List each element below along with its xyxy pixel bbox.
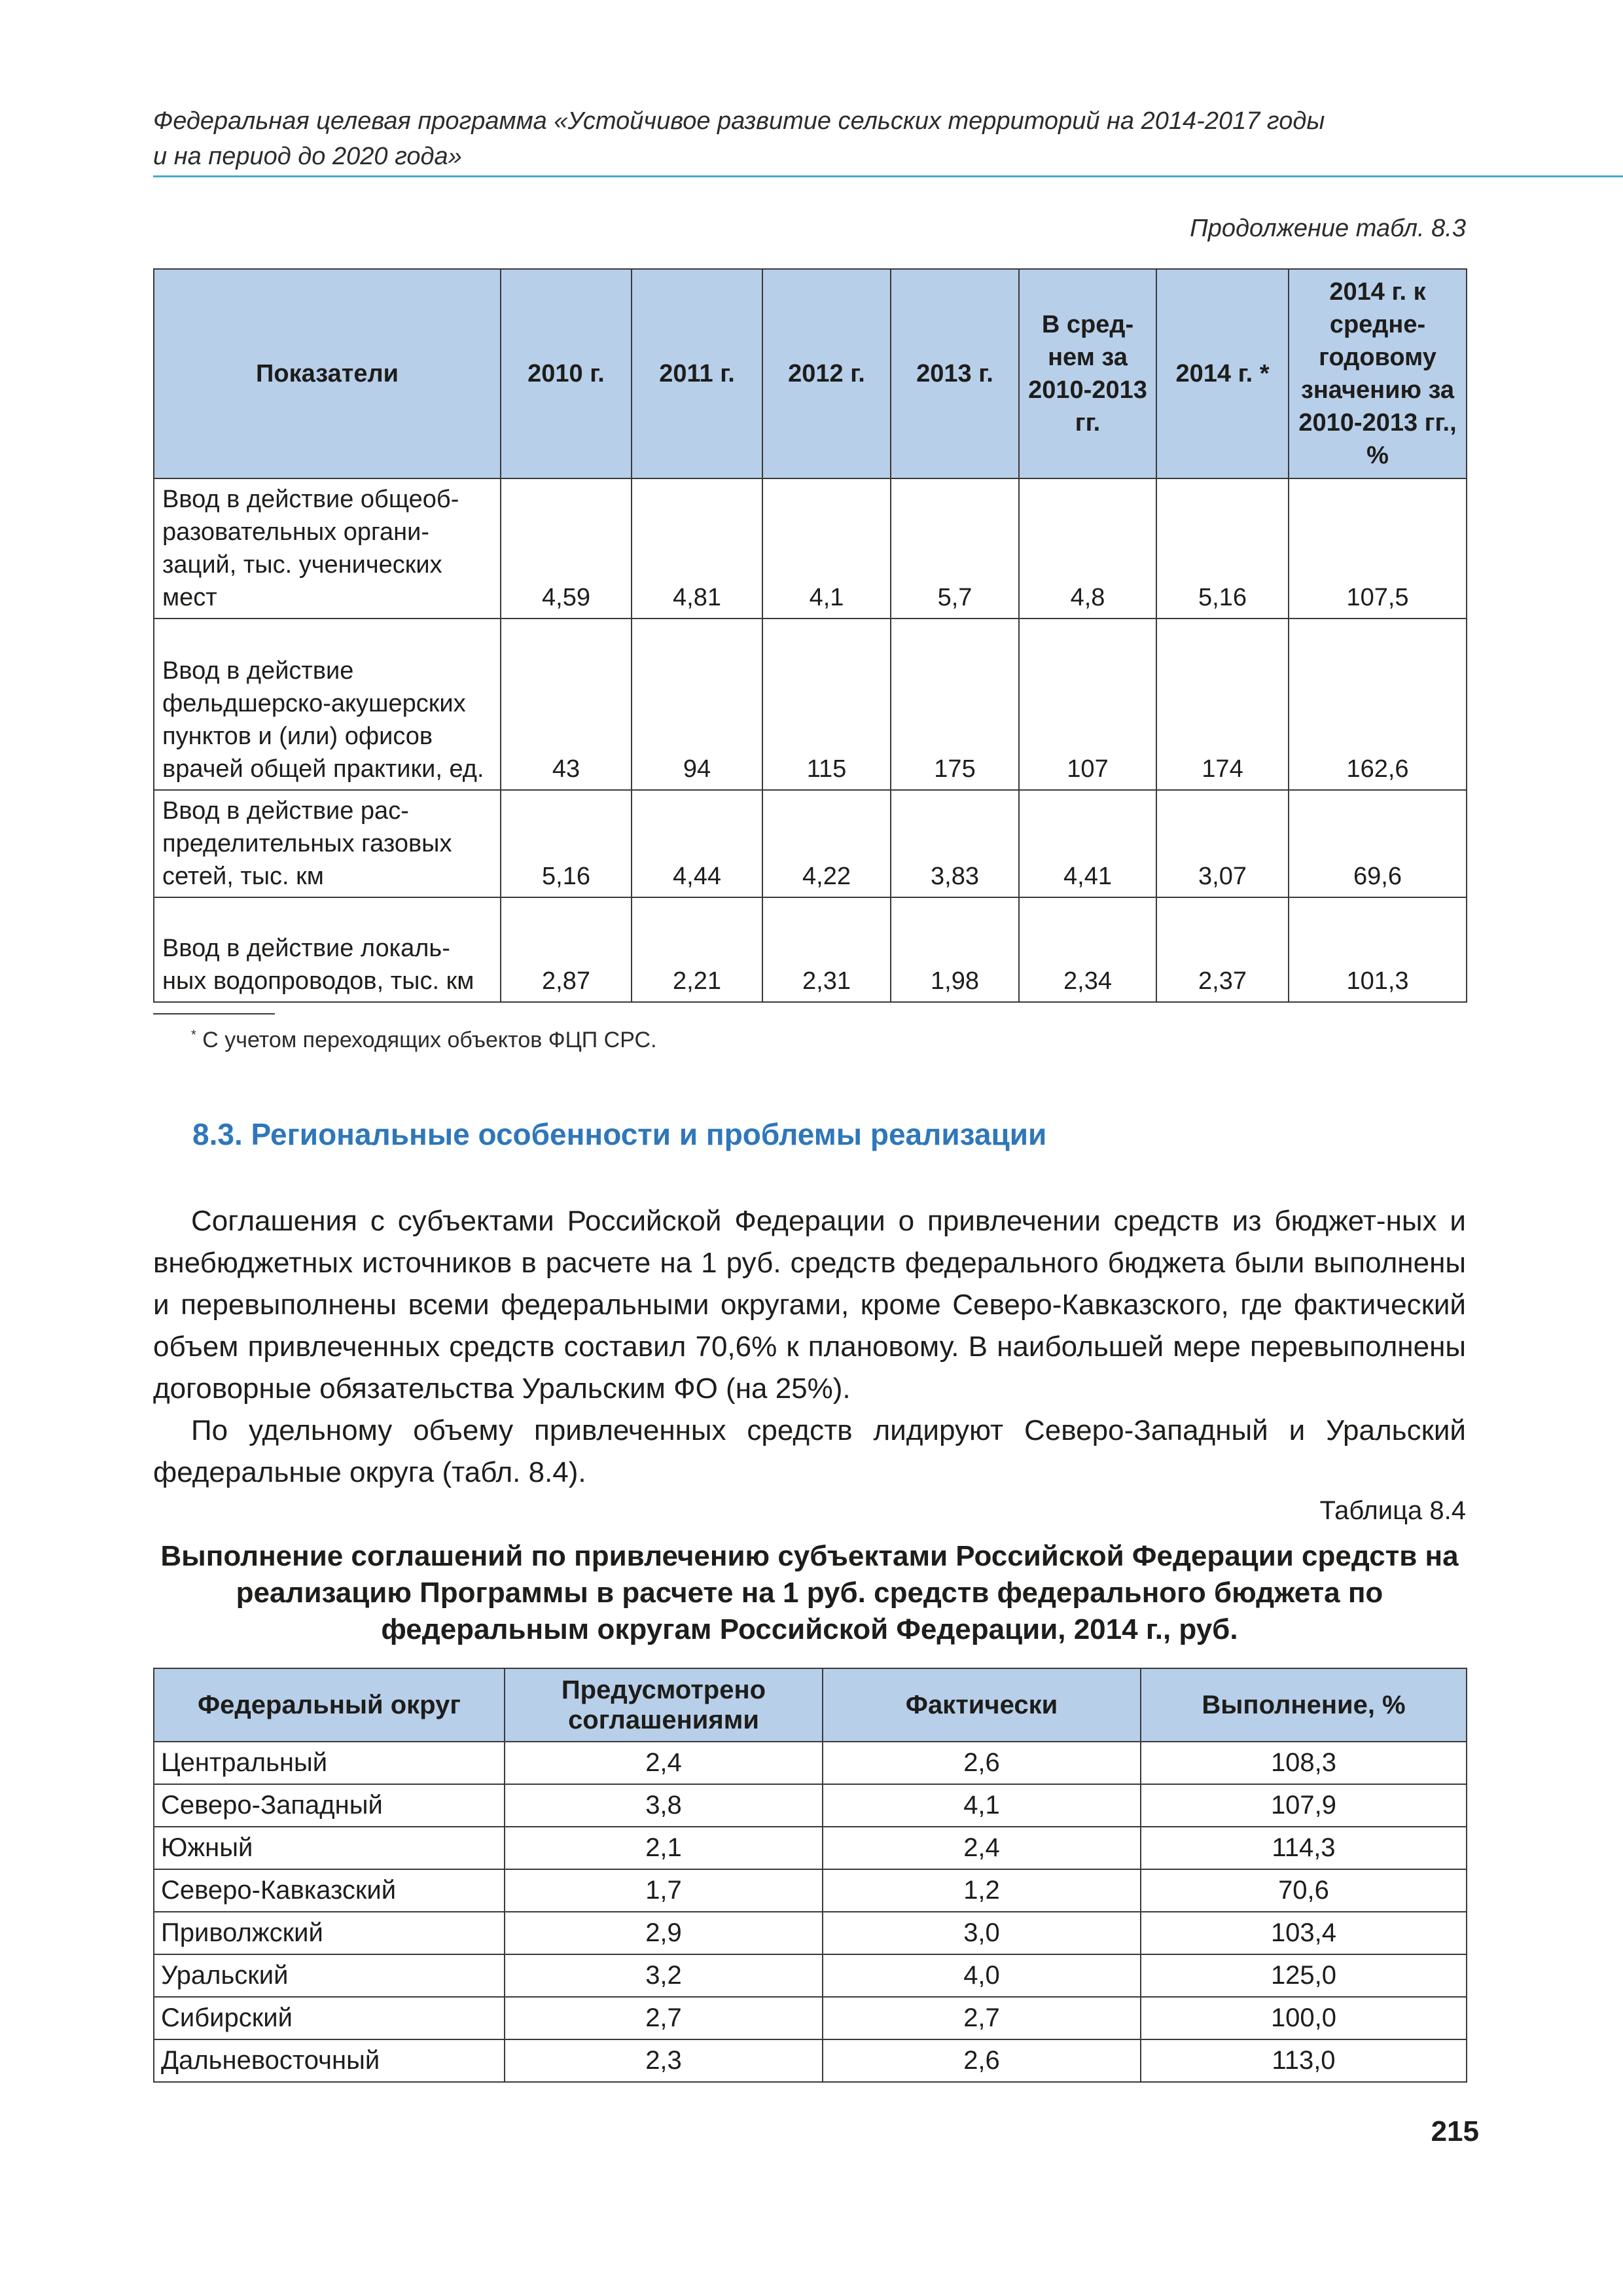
table-cell: 5,16: [1156, 478, 1289, 619]
table-row: [154, 1997, 1467, 2039]
table-cell: 4,41: [1019, 790, 1156, 897]
table-cell: 3,0: [823, 1912, 1141, 1954]
table-cell: 4,1: [762, 478, 891, 619]
row-label: Ввод в действие общеоб-разовательных органи-заций, тыс. ученических мест: [154, 478, 501, 619]
table-cell: 4,59: [501, 478, 632, 619]
table-cell: 69,6: [1289, 790, 1467, 897]
table-cell: 103,4: [1141, 1912, 1467, 1954]
table-cell: 174: [1156, 619, 1289, 790]
table-cell: 2,34: [1019, 897, 1156, 1002]
table-cell: 1,2: [823, 1869, 1141, 1912]
running-header-line-2: и на период до 2020 года»: [153, 143, 462, 170]
table-cell: 3,07: [1156, 790, 1289, 897]
table-cell: 2,4: [823, 1827, 1141, 1869]
footnote: [191, 1028, 657, 1053]
table-cell: 2,6: [823, 2039, 1141, 2082]
table-cell: 107: [1019, 619, 1156, 790]
table-header-row: [154, 269, 1467, 478]
table-continuation-label: Продолжение табл. 8.3: [1190, 215, 1466, 242]
table-cell: 125,0: [1141, 1954, 1467, 1997]
table-header-row: [154, 1668, 1467, 1742]
page-number: 215: [1431, 2115, 1479, 2147]
table-cell: 100,0: [1141, 1997, 1467, 2039]
district-name: Приволжский: [154, 1912, 505, 1954]
table-cell: 2,31: [762, 897, 891, 1002]
table-row: [154, 1742, 1467, 1784]
district-name: Дальневосточный: [154, 2039, 505, 2082]
table-cell: 101,3: [1289, 897, 1467, 1002]
table-title: Выполнение соглашений по привлечению субъектами Российской Федерации средств на реализацию Программы в расчете на 1 руб. средств федерального бюджета по федеральным округам Российской Федерации, 2014 г., руб.: [160, 1540, 1459, 1645]
row-label: Ввод в действие рас-пределительных газовых сетей, тыс. км: [154, 790, 501, 897]
table-cell: 113,0: [1141, 2039, 1467, 2082]
table-cell: 2,6: [823, 1742, 1141, 1784]
district-name: Южный: [154, 1827, 505, 1869]
table-cell: 1,98: [891, 897, 1019, 1002]
table-cell: 1,7: [505, 1869, 823, 1912]
district-name: Центральный: [154, 1742, 505, 1784]
table-cell: 2,21: [632, 897, 762, 1002]
column-header: 2011 г.: [632, 269, 762, 478]
running-header-line-1: Федеральная целевая программа «Устойчивое развитие сельских территорий на 2014-2017 годы: [153, 107, 1325, 135]
district-name: Северо-Кавказский: [154, 1869, 505, 1912]
column-header: 2012 г.: [762, 269, 891, 478]
table-cell: 3,83: [891, 790, 1019, 897]
district-name: Уральский: [154, 1954, 505, 1997]
table-row: [154, 619, 1467, 790]
table-cell: 114,3: [1141, 1827, 1467, 1869]
table-cell: 2,3: [505, 2039, 823, 2082]
table-row: [154, 1869, 1467, 1912]
table-cell: 2,7: [823, 1997, 1141, 2039]
table-cell: 43: [501, 619, 632, 790]
table-cell: 2,87: [501, 897, 632, 1002]
row-label: Ввод в действие локаль-ных водопроводов, тыс. км: [154, 897, 501, 1002]
table-cell: 2,7: [505, 1997, 823, 2039]
table-cell: 2,9: [505, 1912, 823, 1954]
table-row: [154, 1827, 1467, 1869]
table-cell: 5,7: [891, 478, 1019, 619]
district-name: Сибирский: [154, 1997, 505, 2039]
table-number-label: Таблица 8.4: [1319, 1496, 1466, 1525]
column-header: 2013 г.: [891, 269, 1019, 478]
row-label: Ввод в действие фельдшерско-акушерских пунктов и (или) офисов врачей общей практики, ед.: [154, 619, 501, 790]
table-cell: 3,8: [505, 1784, 823, 1827]
column-header: Фактически: [823, 1668, 1141, 1742]
table-cell: 4,22: [762, 790, 891, 897]
column-header: 2014 г. к средне-годовому значению за 2010-2013 гг., %: [1289, 269, 1467, 478]
table-cell: 70,6: [1141, 1869, 1467, 1912]
table-cell: 107,9: [1141, 1784, 1467, 1827]
running-header: [153, 103, 1527, 174]
table-cell: 2,1: [505, 1827, 823, 1869]
table-cell: 175: [891, 619, 1019, 790]
table-cell: 4,81: [632, 478, 762, 619]
footnote-divider: [153, 1013, 275, 1014]
table-cell: 4,0: [823, 1954, 1141, 1997]
section-heading: 8.3. Региональные особенности и проблемы реализации: [192, 1117, 1047, 1151]
column-header: Федеральный округ: [154, 1668, 505, 1742]
table-cell: 4,8: [1019, 478, 1156, 619]
table-cell: 2,37: [1156, 897, 1289, 1002]
column-header: Предусмотрено соглашениями: [505, 1668, 823, 1742]
indicators-table: [153, 268, 1467, 1003]
district-name: Северо-Западный: [154, 1784, 505, 1827]
body-paragraph: Соглашения с субъектами Российской Федерации о привлечении средств из бюджет-ных и внебюджетных источников в расчете на 1 руб. средств федерального бюджета были выполнены и перевыполнены всеми федеральными округами, кроме Северо-Кавказского, где фактический объем привлеченных средств составил 70,6% к плановому. В наибольшей мере перевыполнены договорные обязательства Уральским ФО (на 25%).: [153, 1205, 1466, 1405]
footnote-mark: *: [191, 1028, 196, 1043]
column-header: 2014 г. *: [1156, 269, 1289, 478]
table-cell: 4,1: [823, 1784, 1141, 1827]
table-row: [154, 1912, 1467, 1954]
table-cell: 108,3: [1141, 1742, 1467, 1784]
column-header: Выполнение, %: [1141, 1668, 1467, 1742]
table-row: [154, 790, 1467, 897]
table-cell: 115: [762, 619, 891, 790]
column-header: Показатели: [154, 269, 501, 478]
table-cell: 162,6: [1289, 619, 1467, 790]
table-row: [154, 2039, 1467, 2082]
table-row: [154, 897, 1467, 1002]
column-header: 2010 г.: [501, 269, 632, 478]
header-divider: [153, 175, 1623, 177]
districts-table: [153, 1668, 1467, 2083]
table-row: [154, 478, 1467, 619]
column-header: В сред-нем за 2010-2013 гг.: [1019, 269, 1156, 478]
table-cell: 5,16: [501, 790, 632, 897]
table-cell: 4,44: [632, 790, 762, 897]
table-row: [154, 1784, 1467, 1827]
table-cell: 94: [632, 619, 762, 790]
table-cell: 107,5: [1289, 478, 1467, 619]
footnote-text: С учетом переходящих объектов ФЦП СРС.: [202, 1028, 657, 1052]
table-row: [154, 1954, 1467, 1997]
body-paragraph: По удельному объему привлеченных средств лидируют Северо-Западный и Уральский федеральные округа (табл. 8.4).: [153, 1414, 1466, 1488]
table-cell: 2,4: [505, 1742, 823, 1784]
table-cell: 3,2: [505, 1954, 823, 1997]
